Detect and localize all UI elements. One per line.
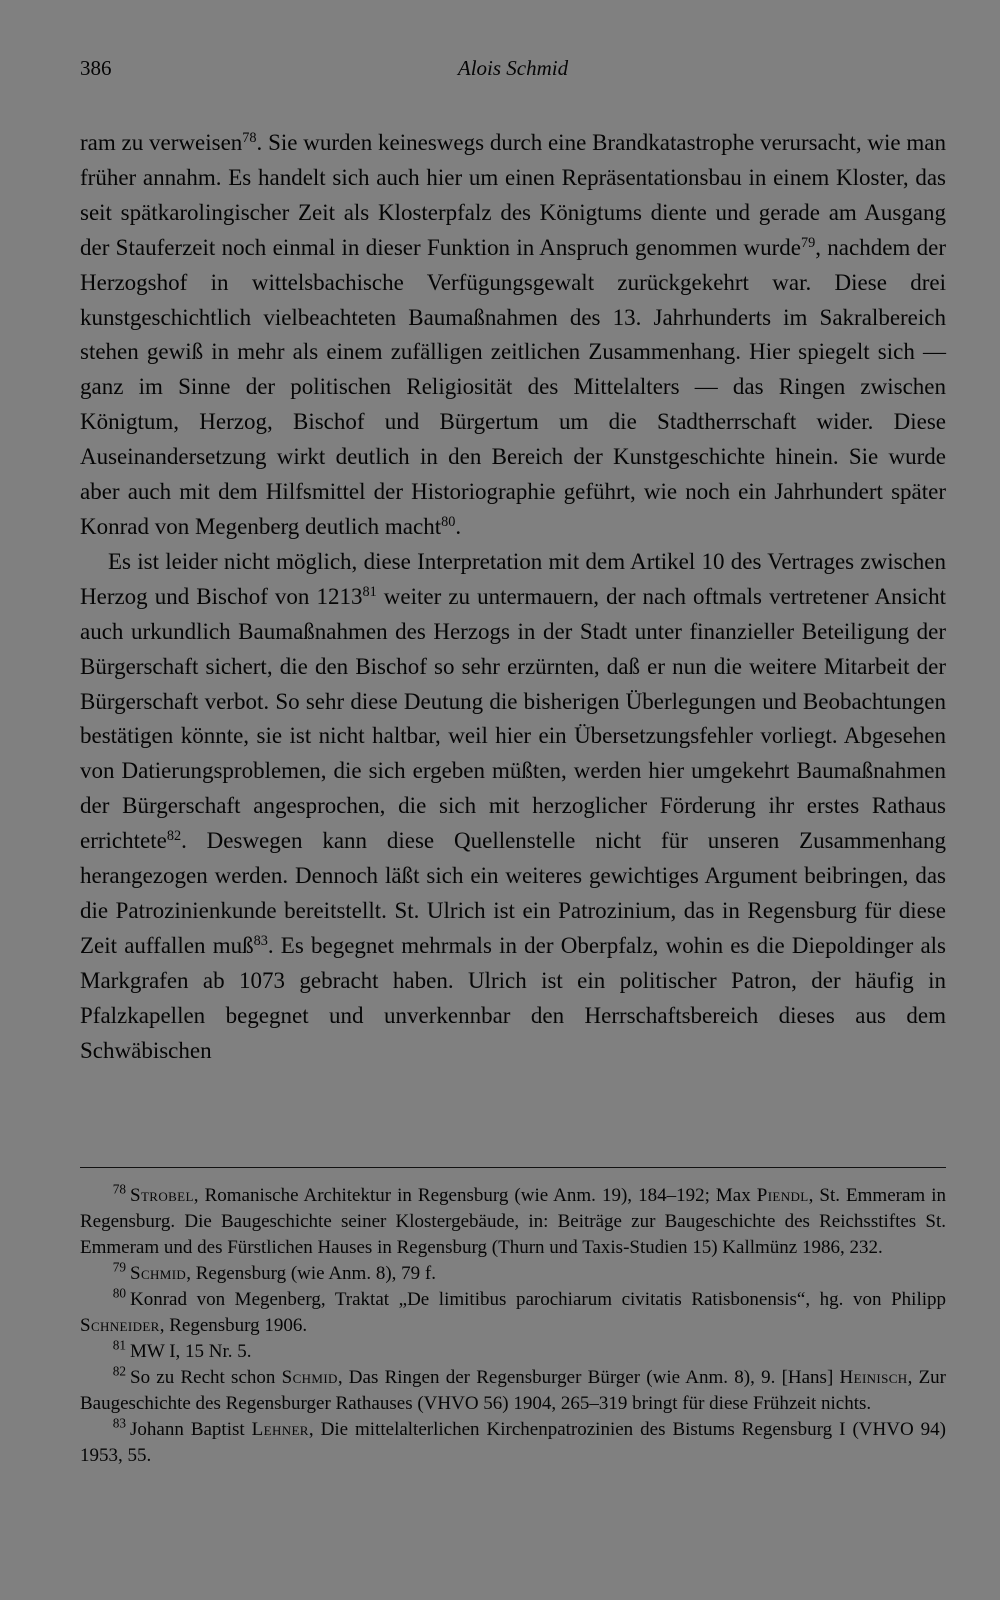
footnote-82 [80, 1365, 946, 1417]
footnote-separator [80, 1167, 946, 1168]
footnote-text: Konrad von Megenberg, Traktat „De limitibus parochiarum civitatis Ratisbonensis“, hg. von Philipp [130, 1289, 946, 1310]
footnote-ref-79: 79 [800, 234, 816, 251]
body-text: . [455, 513, 462, 539]
footnote-text: , Romanische Architektur in Regensburg (wie Anm. 19), 184–192; Max [193, 1185, 757, 1206]
page-header [80, 56, 946, 92]
footnote-text: , St. Emmeram in Regensburg. Die Baugeschichte seiner Klostergebäude, in: Beiträge zur Baugeschichte des Reichsstiftes St. Emmeram und des Fürstlichen Hauses in Regensburg (Thurn und Taxis-Studien 15) Kallmünz 1986, 232. [80, 1185, 946, 1258]
main-text [80, 126, 946, 1068]
running-head: Alois Schmid [457, 56, 569, 80]
footnote-79 [80, 1261, 946, 1287]
footnote-number: 78 [112, 1181, 126, 1197]
footnote-text: , Zur Baugeschichte des Regensburger Rathauses (VHVO 56) 1904, 265–319 bringt für diese Frühzeit nichts. [80, 1367, 947, 1414]
author-name: Heinisch [839, 1367, 908, 1388]
footnote-78 [80, 1183, 946, 1261]
body-text: ram zu verweisen [80, 130, 243, 155]
footnote-text: , Regensburg 1906. [159, 1315, 308, 1336]
body-text: . Deswegen kann diese Quellenstelle nicht für unseren Zusammenhang herangezogen werden. Dennoch läßt sich ein weiteres gewichtiges Argument beibringen, das die Patrozinienkunde bereitstellt. St. Ulrich ist ein Patrozinium, das in Regensburg für diese Zeit auffallen muß [80, 828, 946, 958]
body-text: . Sie wurden keineswegs durch eine Brandkatastrophe verursacht, wie man früher annahm. Es handelt sich auch hier um einen Repräsentationsbau in einem Kloster, das seit spätkarolingischer Zeit als Klosterpfalz des Königtums diente und gerade am Ausgang der Stauferzeit noch einmal in dieser Funktion in Anspruch genommen wurde [80, 130, 946, 260]
footnote-number: 79 [112, 1259, 126, 1275]
body-text: Es ist leider nicht möglich, diese Interpretation mit dem Artikel 10 des Vertrages zwischen Herzog und Bischof von 1213 [80, 548, 946, 609]
footnote-text: , Die mittelalterlichen Kirchenpatrozinien des Bistums Regensburg I (VHVO 94) 1953, 55. [80, 1419, 946, 1466]
author-name: Lehner [251, 1419, 309, 1440]
paragraph-2 [80, 545, 946, 1069]
footnote-ref-83: 83 [253, 933, 268, 950]
footnote-number: 80 [112, 1285, 126, 1301]
author-name: Schmid [130, 1263, 187, 1284]
footnote-ref-82: 82 [166, 828, 182, 845]
author-name: Schneider [80, 1315, 160, 1336]
body-text: . Es begegnet mehrmals in der Oberpfalz, wohin es die Diepoldinger als Markgrafen ab 1073 gebracht haben. Ulrich ist ein politischer Patron, der häufig in Pfalzkapellen begegnet und unverkennbar den Herrschaftsbereich dieses aus dem Schwäbischen [80, 932, 947, 1063]
body-text: weiter zu untermauern, der nach oftmals vertretener Ansicht auch urkundlich Baumaßnahmen des Herzogs in der Stadt unter finanzieller Beteiligung der Bürgerschaft sichert, die den Bischof so sehr erzürnten, daß er nun die weitere Mitarbeit der Bürgerschaft verbot. So sehr diese Deutung die bisherigen Überlegungen und Beobachtungen bestätigen könnte, sie ist nicht haltbar, weil hier ein Übersetzungsfehler vorliegt. Abgesehen von Datierungsproblemen, die sich ergeben müßten, werden hier umgekehrt Baumaßnahmen der Bürgerschaft angesprochen, die sich mit herzoglicher Förderung ihr erstes Rathaus errichtete [80, 583, 946, 854]
footnote-number: 82 [112, 1363, 126, 1379]
footnote-number: 83 [112, 1415, 126, 1431]
footnote-81 [80, 1339, 946, 1365]
author-name: Schmid [281, 1367, 338, 1388]
author-name: Piendl [756, 1185, 809, 1206]
footnote-text: MW I, 15 Nr. 5. [130, 1341, 252, 1362]
footnote-83 [80, 1417, 946, 1469]
page-number: 386 [80, 56, 112, 80]
footnote-ref-78: 78 [242, 130, 257, 147]
footnote-text: , Das Ringen der Regensburger Bürger (wie Anm. 8), 9. [Hans] [337, 1367, 840, 1388]
footnote-80 [80, 1287, 946, 1339]
footnotes [80, 1183, 946, 1469]
footnote-text: So zu Recht schon [130, 1367, 282, 1388]
footnote-ref-81: 81 [362, 583, 377, 600]
footnote-number: 81 [112, 1337, 126, 1353]
author-name: Strobel [130, 1185, 194, 1206]
paragraph-1 [80, 126, 946, 545]
footnote-text: , Regensburg (wie Anm. 8), 79 f. [186, 1263, 436, 1284]
footnote-text: Johann Baptist [130, 1419, 252, 1440]
body-text: , nachdem der Herzogshof in wittelsbachische Verfügungsgewalt zurückgekehrt war. Diese drei kunstgeschichtlich vielbeachteten Baumaßnahmen des 13. Jahrhunderts im Sakralbereich stehen gewiß in mehr als einem zufälligen zeitlichen Zusammenhang. Hier spiegelt sich — ganz im Sinne der politischen Religiosität des Mittelalters — das Ringen zwischen Königtum, Herzog, Bischof und Bürgertum um die Stadtherrschaft wider. Diese Auseinandersetzung wirkt deutlich in den Bereich der Kunstgeschichte hinein. Sie wurde aber auch mit dem Hilfsmittel der Historiographie geführt, wie noch ein Jahrhundert später Konrad von Megenberg deutlich macht [80, 234, 946, 539]
footnote-ref-80: 80 [441, 514, 456, 531]
